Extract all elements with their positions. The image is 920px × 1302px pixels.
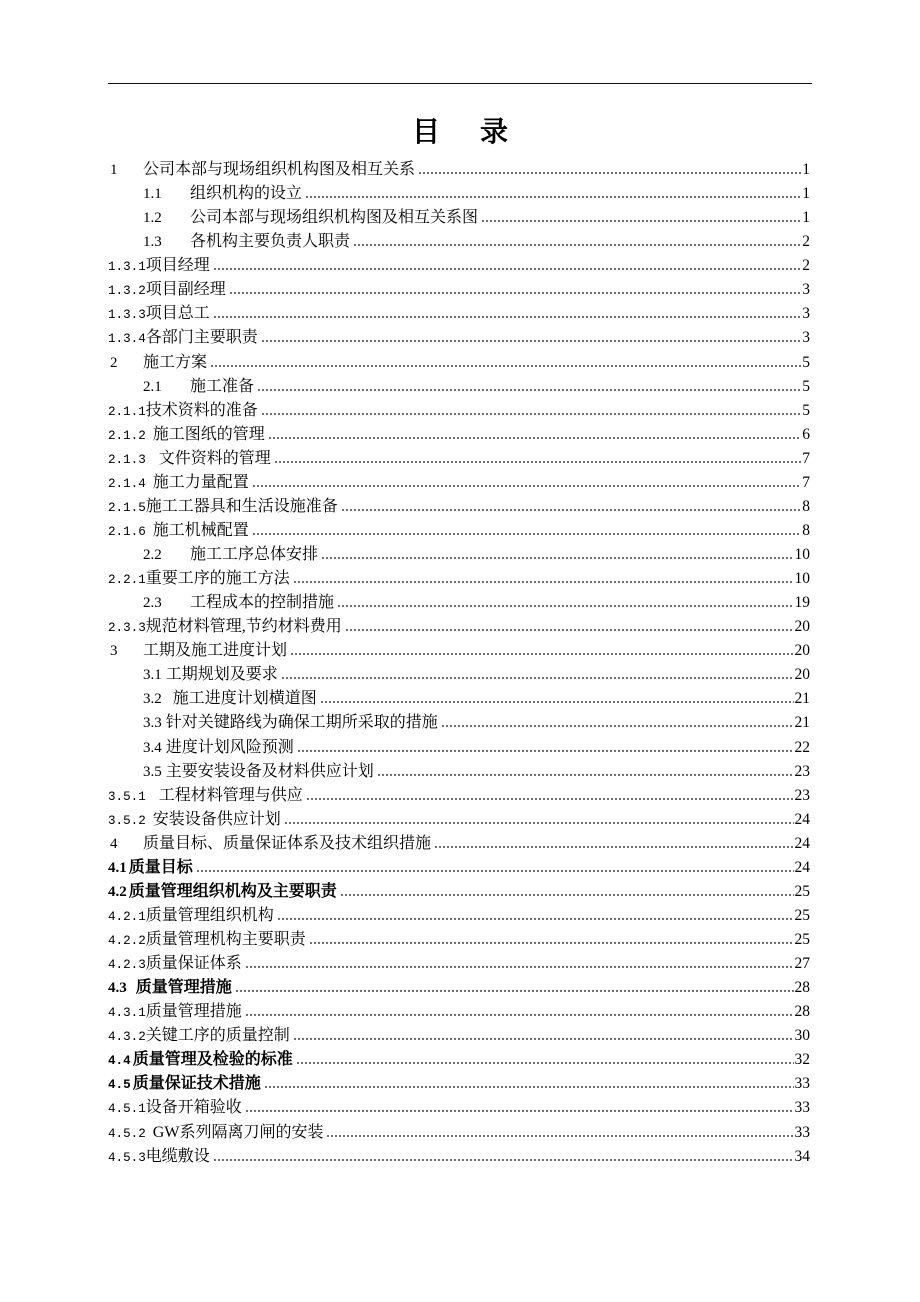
- toc-entry: [108, 760, 812, 784]
- toc-entry-title: 各部门主要职责: [145, 329, 258, 347]
- toc-entry: [108, 880, 812, 904]
- toc-entry-number: 4.5.3: [108, 1150, 146, 1165]
- toc-title: 目 录: [411, 117, 514, 148]
- toc-entry: [108, 952, 812, 976]
- toc-entry-page: 3: [802, 305, 810, 323]
- toc-entry-title: GW系列隔离刀闸的安装: [152, 1123, 324, 1141]
- toc-entry: [108, 278, 812, 302]
- toc-entry-title: 工程材料管理与供应: [158, 786, 303, 804]
- toc-entry: [108, 904, 812, 928]
- toc-dot-leader: [196, 870, 794, 872]
- toc-entry-page: 3: [802, 281, 810, 299]
- toc-entry-number: 2.1.6: [108, 524, 146, 539]
- toc-entry-number: 2.1.4: [108, 476, 146, 491]
- toc-entry-page: 5: [802, 401, 810, 419]
- toc-entry: [108, 832, 812, 856]
- toc-entry-page: 20: [794, 642, 810, 660]
- toc-dot-leader: [320, 701, 794, 703]
- toc-entry-title: 公司本部与现场组织机构图及相互关系图: [190, 209, 479, 227]
- toc-entry-number: 1: [110, 162, 118, 178]
- toc-entry: [108, 1024, 812, 1048]
- toc-entry-page: 30: [794, 1027, 810, 1045]
- toc-dot-leader: [377, 774, 794, 776]
- toc-entry: [108, 1048, 812, 1072]
- toc-entry-page: 28: [794, 979, 810, 997]
- toc-entry-number: 2.1.2: [108, 428, 146, 443]
- toc-entry-title: 质量管理组织机构及主要职责: [128, 882, 337, 900]
- toc-entry-title: 施工图纸的管理: [152, 425, 265, 443]
- toc-entry: [108, 1000, 812, 1024]
- toc-entry-title: 项目经理: [145, 257, 210, 275]
- toc-entry-page: 23: [794, 762, 810, 780]
- toc-entry-number: 4.1: [108, 859, 127, 876]
- toc-dot-leader: [264, 1086, 794, 1088]
- toc-dot-leader: [293, 1038, 794, 1040]
- toc-entry-page: 33: [794, 1099, 810, 1117]
- toc-entry-number: 1.3: [143, 234, 162, 251]
- toc-entry: [108, 158, 812, 182]
- toc-entry-number: 3.5.2: [108, 813, 146, 828]
- toc-entry-number: 3.3: [143, 715, 162, 732]
- toc-dot-leader: [245, 1110, 794, 1112]
- toc-entry: [108, 928, 812, 952]
- toc-entry-number: 4.3.2: [108, 1030, 146, 1045]
- toc-entry-title: 重要工序的施工方法: [145, 570, 290, 588]
- toc-entry: [108, 375, 812, 399]
- toc-entry-number: 2.1: [143, 378, 162, 395]
- toc-dot-leader: [418, 172, 801, 174]
- toc-entry-title: 施工进度计划横道图: [172, 690, 317, 708]
- toc-dot-leader: [345, 629, 794, 631]
- toc-entry: [108, 182, 812, 206]
- toc-entry-number: 2.1.5: [108, 500, 146, 515]
- header-rule: [108, 83, 812, 84]
- toc-entry-page: 24: [794, 810, 810, 828]
- toc-dot-leader: [252, 485, 801, 487]
- toc-entry: [108, 976, 812, 1000]
- toc-entry-number: 2: [110, 354, 118, 371]
- toc-entry: [108, 1072, 812, 1096]
- toc-entry-title: 施工方案: [143, 353, 208, 371]
- toc-entry-title: 工期规划及要求: [165, 666, 278, 684]
- toc-entry-page: 6: [802, 425, 810, 443]
- toc-entry-page: 1: [802, 161, 810, 178]
- toc-entry: [108, 326, 812, 350]
- toc-entry-title: 关键工序的质量控制: [145, 1027, 290, 1045]
- toc-entry: [108, 1121, 812, 1145]
- toc-dot-leader: [268, 437, 801, 439]
- toc-entry-number: 4.5.2: [108, 1126, 146, 1141]
- toc-entry: [108, 591, 812, 615]
- toc-entry-number: 2.3: [143, 595, 162, 612]
- toc-entry-page: 20: [794, 666, 810, 684]
- toc-entry-title: 设备开箱验收: [145, 1099, 242, 1117]
- toc-entry-number: 4.2.2: [108, 934, 146, 948]
- toc-entry-number: 4.3.1: [108, 1006, 146, 1021]
- toc-entry-title: 文件资料的管理: [158, 449, 271, 467]
- toc-entry-title: 规范材料管理,节约材料费用: [145, 618, 342, 636]
- toc-entry-page: 21: [794, 714, 810, 732]
- toc-entry: [108, 519, 812, 543]
- toc-dot-leader: [284, 822, 794, 824]
- toc-entry: [108, 302, 812, 326]
- toc-entry-title: 工期及施工进度计划: [143, 642, 288, 660]
- toc-dot-leader: [229, 292, 801, 294]
- toc-entry-title: 电缆敷设: [145, 1147, 210, 1165]
- toc-entry-page: 2: [802, 257, 810, 275]
- toc-entry: [108, 254, 812, 278]
- toc-entry-title: 质量保证技术措施: [132, 1075, 261, 1093]
- toc-dot-leader: [321, 557, 793, 559]
- toc-entry-number: 1.3.2: [108, 284, 146, 299]
- toc-dot-leader: [441, 725, 794, 727]
- toc-entry-title: 各机构主要负责人职责: [190, 233, 351, 251]
- toc-entry-page: 25: [794, 931, 810, 948]
- toc-dot-leader: [305, 196, 801, 198]
- toc-entry-page: 5: [802, 353, 810, 371]
- toc-entry-number: 3.5: [143, 763, 162, 780]
- toc-entry-page: 10: [794, 546, 810, 563]
- toc-dot-leader: [309, 942, 794, 944]
- toc-entry-page: 8: [802, 497, 810, 515]
- toc-entry: [108, 711, 812, 735]
- toc-entry-number: 2.2.1: [108, 573, 146, 588]
- toc-entry: [108, 495, 812, 519]
- toc-dot-leader: [213, 268, 801, 270]
- table-of-contents: [108, 158, 812, 1169]
- toc-entry: [108, 736, 812, 760]
- toc-dot-leader: [281, 677, 794, 679]
- toc-entry-number: 4.5: [108, 1078, 131, 1093]
- toc-dot-leader: [257, 389, 801, 391]
- toc-dot-leader: [245, 1014, 794, 1016]
- toc-entry-page: 1: [802, 185, 810, 203]
- toc-entry-title: 主要安装设备及材料供应计划: [165, 762, 374, 780]
- toc-entry: [108, 230, 812, 254]
- toc-entry-number: 2.1.3: [108, 452, 146, 467]
- toc-entry-number: 1.3.4: [108, 332, 146, 347]
- toc-entry: [108, 567, 812, 591]
- toc-entry-title: 施工工序总体安排: [190, 546, 319, 563]
- toc-dot-leader: [274, 461, 801, 463]
- toc-entry: [108, 471, 812, 495]
- toc-dot-leader: [434, 846, 793, 848]
- toc-entry-number: 4.3: [108, 980, 127, 997]
- toc-entry-title: 工程成本的控制措施: [190, 594, 335, 612]
- toc-dot-leader: [296, 1062, 794, 1064]
- toc-entry-title: 项目副经理: [145, 281, 226, 299]
- toc-dot-leader: [245, 966, 794, 968]
- toc-dot-leader: [340, 894, 794, 896]
- toc-entry-title: 安装设备供应计划: [152, 810, 281, 828]
- toc-entry-page: 33: [794, 1075, 810, 1093]
- toc-entry-page: 27: [794, 955, 810, 973]
- toc-entry-page: 23: [794, 786, 810, 804]
- toc-entry-title: 质量管理措施: [135, 979, 232, 997]
- toc-dot-leader: [235, 990, 794, 992]
- toc-entry-page: 24: [794, 858, 810, 876]
- toc-entry-page: 33: [794, 1123, 810, 1141]
- toc-dot-leader: [213, 316, 801, 318]
- toc-dot-leader: [213, 1159, 794, 1161]
- toc-entry: [108, 447, 812, 471]
- toc-entry-page: 2: [802, 233, 810, 251]
- toc-entry: [108, 639, 812, 663]
- toc-entry-page: 20: [794, 618, 810, 636]
- toc-entry-page: 22: [794, 738, 810, 756]
- toc-dot-leader: [252, 533, 801, 535]
- toc-dot-leader: [210, 365, 801, 367]
- toc-entry-title: 施工力量配置: [152, 473, 249, 491]
- toc-entry-title: 质量管理及检验的标准: [132, 1051, 293, 1069]
- toc-entry-title: 施工准备: [190, 377, 255, 395]
- toc-entry: [108, 423, 812, 447]
- toc-dot-leader: [353, 244, 801, 246]
- toc-entry-page: 21: [794, 690, 810, 708]
- toc-entry-number: 2.1.1: [108, 404, 146, 419]
- toc-entry: [108, 1096, 812, 1120]
- toc-entry-title: 技术资料的准备: [145, 401, 258, 419]
- toc-entry-title: 施工工器具和生活设施准备: [145, 497, 338, 515]
- toc-dot-leader: [306, 798, 794, 800]
- toc-entry-page: 25: [794, 882, 810, 900]
- toc-dot-leader: [277, 918, 794, 920]
- toc-entry-page: 8: [802, 521, 810, 539]
- toc-entry-number: 4.2.1: [108, 909, 146, 924]
- toc-entry-number: 3.5.1: [108, 789, 146, 804]
- toc-entry: [108, 351, 812, 375]
- toc-entry-number: 4.4: [108, 1054, 131, 1069]
- toc-entry-page: 7: [802, 449, 810, 467]
- toc-entry-number: 3.2: [143, 691, 162, 708]
- toc-entry-number: 1.2: [143, 210, 162, 227]
- toc-entry-title: 质量目标、质量保证体系及技术组织措施: [143, 834, 432, 852]
- toc-dot-leader: [261, 413, 801, 415]
- toc-dot-leader: [297, 750, 794, 752]
- toc-entry-title: 质量保证体系: [145, 955, 242, 973]
- toc-entry-page: 5: [802, 377, 810, 395]
- toc-entry: [108, 784, 812, 808]
- toc-entry-number: 4.5.1: [108, 1102, 146, 1117]
- toc-entry: [108, 856, 812, 880]
- toc-entry-number: 3.1: [143, 667, 162, 684]
- toc-entry: [108, 543, 812, 567]
- toc-entry-number: 4: [110, 835, 118, 852]
- toc-dot-leader: [290, 653, 793, 655]
- toc-entry-page: 1: [802, 209, 810, 227]
- toc-entry-number: 1.1: [143, 186, 162, 203]
- toc-entry-number: 2.3.3: [108, 621, 146, 636]
- toc-entry-number: 1.3.3: [108, 308, 146, 323]
- toc-entry-title: 项目总工: [145, 305, 210, 323]
- toc-dot-leader: [481, 220, 801, 222]
- toc-entry-page: 7: [802, 473, 810, 491]
- toc-entry: [108, 687, 812, 711]
- toc-entry-title: 质量目标: [128, 858, 193, 876]
- toc-dot-leader: [337, 605, 793, 607]
- toc-entry-page: 19: [794, 594, 810, 612]
- toc-entry-page: 28: [794, 1003, 810, 1021]
- toc-entry-number: 1.3.1: [108, 260, 146, 275]
- toc-entry-page: 3: [802, 329, 810, 347]
- toc-entry-title: 质量管理组织机构: [145, 906, 274, 924]
- toc-entry: [108, 615, 812, 639]
- toc-entry-title: 针对关键路线为确保工期所采取的措施: [165, 714, 438, 732]
- toc-entry: [108, 808, 812, 832]
- toc-entry: [108, 399, 812, 423]
- toc-entry-page: 25: [794, 906, 810, 924]
- toc-dot-leader: [326, 1135, 793, 1137]
- toc-entry-title: 质量管理机构主要职责: [145, 931, 306, 948]
- toc-entry-number: 4.2: [108, 883, 127, 900]
- toc-entry-title: 组织机构的设立: [190, 185, 303, 203]
- toc-dot-leader: [293, 581, 794, 583]
- toc-entry: [108, 1145, 812, 1169]
- toc-entry-number: 4.2.3: [108, 958, 146, 973]
- toc-entry-page: 32: [794, 1051, 810, 1069]
- toc-entry: [108, 663, 812, 687]
- toc-entry-title: 公司本部与现场组织机构图及相互关系: [143, 161, 416, 178]
- toc-entry-number: 3.4: [143, 739, 162, 756]
- toc-dot-leader: [341, 509, 801, 511]
- toc-entry-page: 10: [794, 570, 810, 588]
- toc-entry-number: 2.2: [143, 547, 162, 563]
- toc-entry: [108, 206, 812, 230]
- toc-entry-number: 3: [110, 643, 118, 660]
- toc-entry-title: 施工机械配置: [152, 521, 249, 539]
- toc-entry-page: 34: [794, 1147, 810, 1165]
- toc-entry-title: 进度计划风险预测: [165, 738, 294, 756]
- toc-entry-title: 质量管理措施: [145, 1003, 242, 1021]
- toc-dot-leader: [261, 340, 801, 342]
- toc-entry-page: 24: [794, 834, 810, 852]
